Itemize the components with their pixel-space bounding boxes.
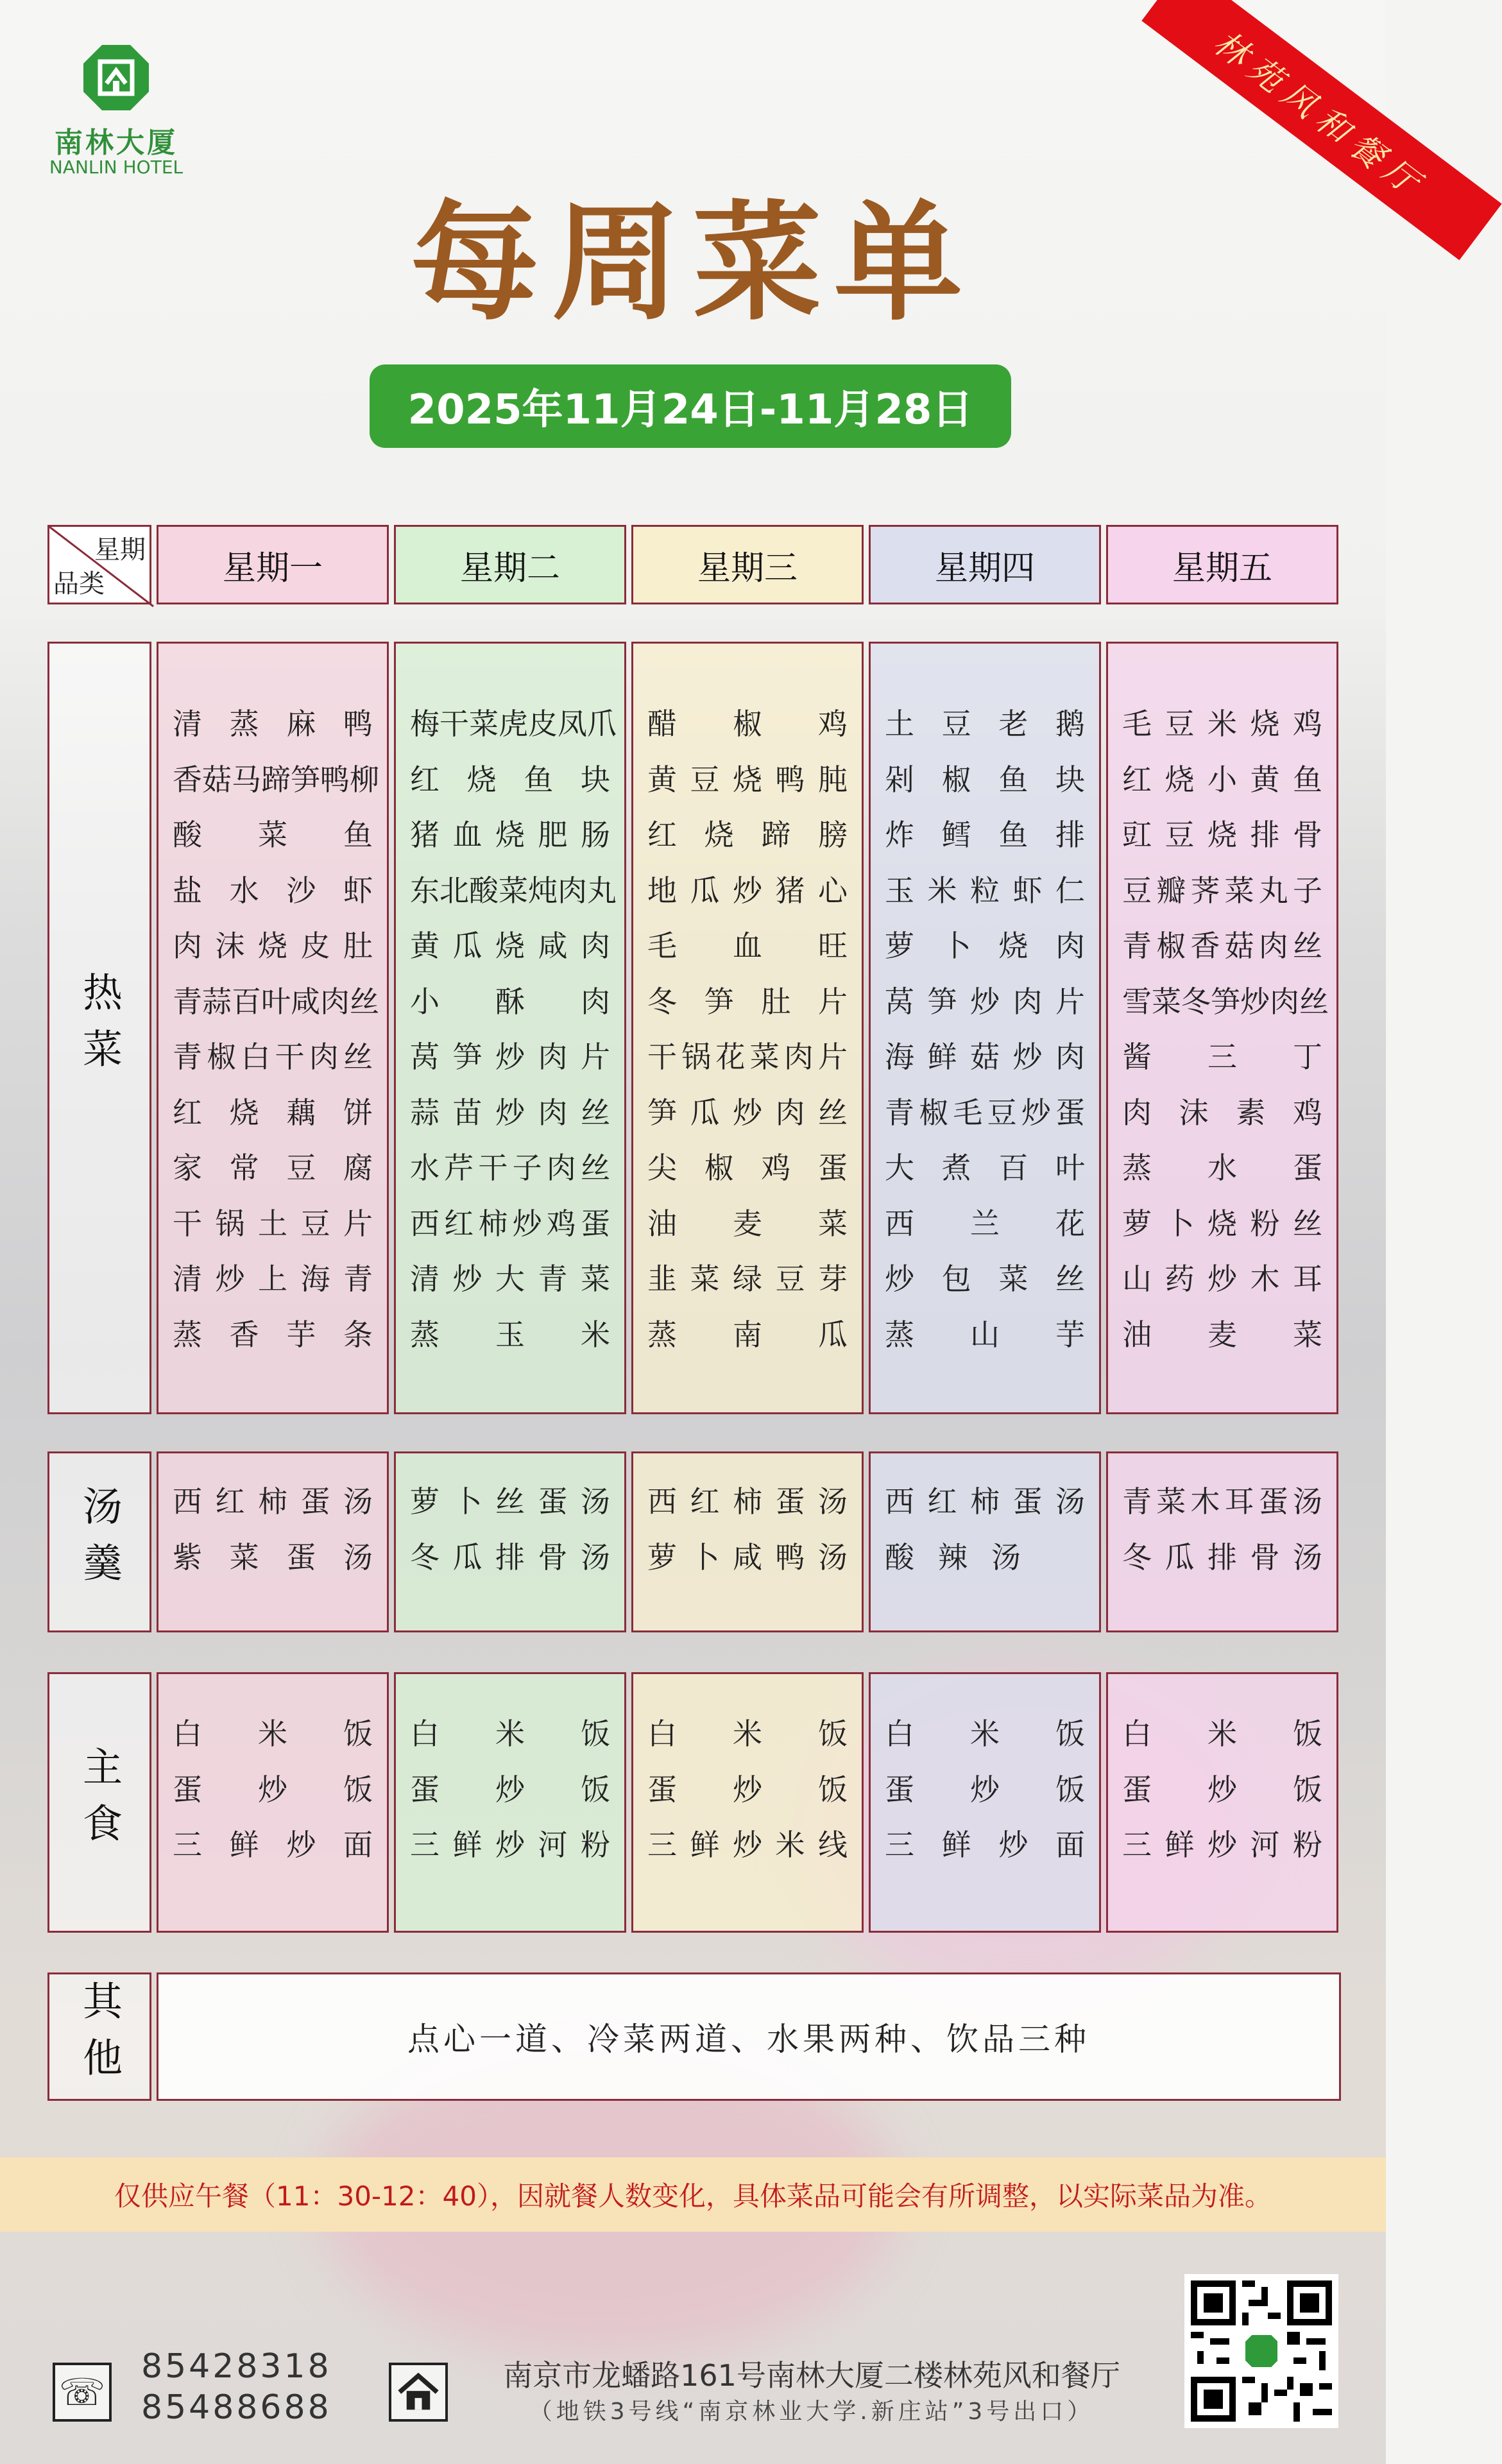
staple-monday [157,1672,389,1933]
dish: 雪菜冬笋炒肉丝 [1122,984,1329,1019]
subway-directions: （地铁3号线“南京林业大学.新庄站”3号出口） [529,2399,1095,2425]
dish: 三鲜炒河粉 [1122,1827,1322,1862]
dish: 醋椒鸡 [647,706,848,741]
dish: 蒜苗炒肉丝 [410,1095,610,1130]
day-header-wednesday: 星期三 [631,525,864,604]
dish: 莴笋炒肉片 [410,1040,610,1074]
dish: 西红柿炒鸡蛋 [410,1206,610,1241]
dish: 豆瓣荠菜丸子 [1122,873,1322,908]
dish: 油麦菜 [1122,1317,1322,1352]
dish: 青椒白干肉丝 [173,1040,373,1074]
dish: 西红柿蛋汤 [173,1484,373,1519]
category-label: 主食 [76,1746,123,1859]
dish: 蒸玉米 [410,1317,610,1352]
dish: 蛋炒饭 [647,1772,848,1807]
dish: 肉沫素鸡 [1122,1095,1322,1130]
dish: 三鲜炒河粉 [410,1827,610,1862]
phone-number: 85428318 [141,2347,332,2386]
phone-icon: ☏ [53,2363,112,2422]
dish: 清蒸麻鸭 [173,706,373,741]
corner-label-weekday: 星期 [94,535,146,565]
dish: 蒸南瓜 [647,1317,848,1352]
dish: 青菜木耳蛋汤 [1122,1484,1322,1519]
dish: 盐水沙虾 [173,873,373,908]
dish: 家常豆腐 [173,1151,373,1185]
dish: 清炒大青菜 [410,1262,610,1296]
date-range-badge: 2025年11月24日-11月28日 [370,364,1011,448]
hotel-logo-icon [81,42,151,113]
dish: 萝卜咸鸭汤 [647,1539,848,1575]
dish: 白米饭 [173,1716,373,1751]
dish: 地瓜炒猪心 [647,873,848,908]
staple-tuesday [394,1672,626,1933]
dish: 白米饭 [410,1716,610,1751]
category-hot-dishes [47,642,151,1414]
dish: 黄瓜烧咸肉 [410,928,610,963]
dish: 紫菜蛋汤 [173,1539,373,1575]
dish: 萝卜烧肉 [885,928,1085,963]
dish: 青椒毛豆炒蛋 [885,1095,1085,1130]
home-icon [389,2363,448,2422]
day-header-monday: 星期一 [157,525,389,604]
soup-thursday [869,1451,1101,1632]
dish: 大煮百叶 [885,1151,1085,1185]
dish: 香菇马蹄笋鸭柳 [173,762,379,797]
address: 南京市龙蟠路161号南林大厦二楼林苑风和餐厅 [503,2358,1120,2393]
logo-chinese-name: 南林大厦 [55,126,178,159]
ribbon-text: 林苑风和餐厅 [1141,0,1501,260]
dish: 油麦菜 [647,1206,848,1241]
dish: 红烧藕饼 [173,1095,373,1130]
category-label: 其他 [76,1980,123,2093]
dish: 冬瓜排骨汤 [1122,1539,1322,1575]
dish: 西红柿蛋汤 [647,1484,848,1519]
category-label: 热菜 [76,971,123,1084]
soup-wednesday [631,1451,864,1632]
category-other [47,1972,151,2101]
dish: 山药炒木耳 [1122,1262,1322,1296]
dish: 西红柿蛋汤 [885,1484,1085,1519]
dish: 三鲜炒米线 [647,1827,848,1862]
dish: 黄豆烧鸭肫 [647,762,848,797]
dish: 蛋炒饭 [1122,1772,1322,1807]
dish: 白米饭 [1122,1716,1322,1751]
dish: 蒸香芋条 [173,1317,373,1352]
dish: 白米饭 [647,1716,848,1751]
phone-number: 85488688 [141,2388,332,2427]
hot-dishes-thursday [869,642,1101,1414]
dish: 酱三丁 [1122,1040,1322,1074]
corner-label-category: 品类 [53,569,105,599]
dish: 笋瓜炒肉丝 [647,1095,848,1130]
dish: 玉米粒虾仁 [885,873,1085,908]
page-title: 每周菜单 [410,187,975,338]
dish: 酸辣汤 [885,1539,1021,1575]
dish: 冬瓜排骨汤 [410,1539,610,1575]
dish: 豇豆烧排骨 [1122,817,1322,852]
dish: 水芹干子肉丝 [410,1151,610,1185]
qr-code-icon [1184,2274,1338,2428]
dish: 蛋炒饭 [173,1772,373,1807]
dish: 毛血旺 [647,928,848,963]
phone-numbers [141,2346,332,2428]
dish: 三鲜炒面 [173,1827,373,1862]
dish: 莴笋炒肉片 [885,984,1085,1019]
staple-thursday [869,1672,1101,1933]
soup-monday [157,1451,389,1632]
staple-wednesday [631,1672,864,1933]
soup-friday [1106,1451,1338,1632]
hot-dishes-wednesday [631,642,864,1414]
dish: 三鲜炒面 [885,1827,1085,1862]
dish: 蒸山芋 [885,1317,1085,1352]
day-header-thursday: 星期四 [869,525,1101,604]
day-header-friday: 星期五 [1106,525,1338,604]
other-items: 点心一道、冷菜两道、水果两种、饮品三种 [157,1972,1341,2101]
dish: 蒸水蛋 [1122,1151,1322,1185]
dish: 尖椒鸡蛋 [647,1151,848,1185]
category-soup [47,1451,151,1632]
dish: 炒包菜丝 [885,1262,1085,1296]
dish: 红烧蹄膀 [647,817,848,852]
dish: 海鲜菇炒肉 [885,1040,1085,1074]
dish: 土豆老鹅 [885,706,1085,741]
day-header-tuesday: 星期二 [394,525,626,604]
soup-tuesday [394,1451,626,1632]
dish: 干锅土豆片 [173,1206,373,1241]
staple-friday [1106,1672,1338,1933]
dish: 青蒜百叶咸肉丝 [173,984,379,1019]
dish: 清炒上海青 [173,1262,373,1296]
logo-english-name: NANLIN HOTEL [49,157,183,178]
dish: 炸鳕鱼排 [885,817,1085,852]
dish: 毛豆米烧鸡 [1122,706,1322,741]
dish: 小酥肉 [410,984,610,1019]
dish: 冬笋肚片 [647,984,848,1019]
dish: 萝卜烧粉丝 [1122,1206,1322,1241]
hot-dishes-tuesday [394,642,626,1414]
category-staple [47,1672,151,1933]
dish: 红烧鱼块 [410,762,610,797]
dish: 白米饭 [885,1716,1085,1751]
category-label: 汤羹 [76,1485,123,1598]
dish: 红烧小黄鱼 [1122,762,1322,797]
dish: 猪血烧肥肠 [410,817,610,852]
dish: 酸菜鱼 [173,817,373,852]
table-corner-cell [47,525,151,604]
dish: 肉沫烧皮肚 [173,928,373,963]
dish: 蛋炒饭 [885,1772,1085,1807]
dish: 东北酸菜炖肉丸 [410,873,617,908]
dish: 韭菜绿豆芽 [647,1262,848,1296]
dish: 萝卜丝蛋汤 [410,1484,610,1519]
hot-dishes-friday [1106,642,1338,1414]
lunch-notice: 仅供应午餐（11：30-12：40），因就餐人数变化，具体菜品可能会有所调整，以实际菜品为准。 [0,2157,1386,2232]
dish: 西兰花 [885,1206,1085,1241]
dish: 剁椒鱼块 [885,762,1085,797]
hot-dishes-monday [157,642,389,1414]
dish: 梅干菜虎皮凤爪 [410,706,617,741]
dish: 青椒香菇肉丝 [1122,928,1322,963]
dish: 干锅花菜肉片 [647,1040,848,1074]
dish: 蛋炒饭 [410,1772,610,1807]
